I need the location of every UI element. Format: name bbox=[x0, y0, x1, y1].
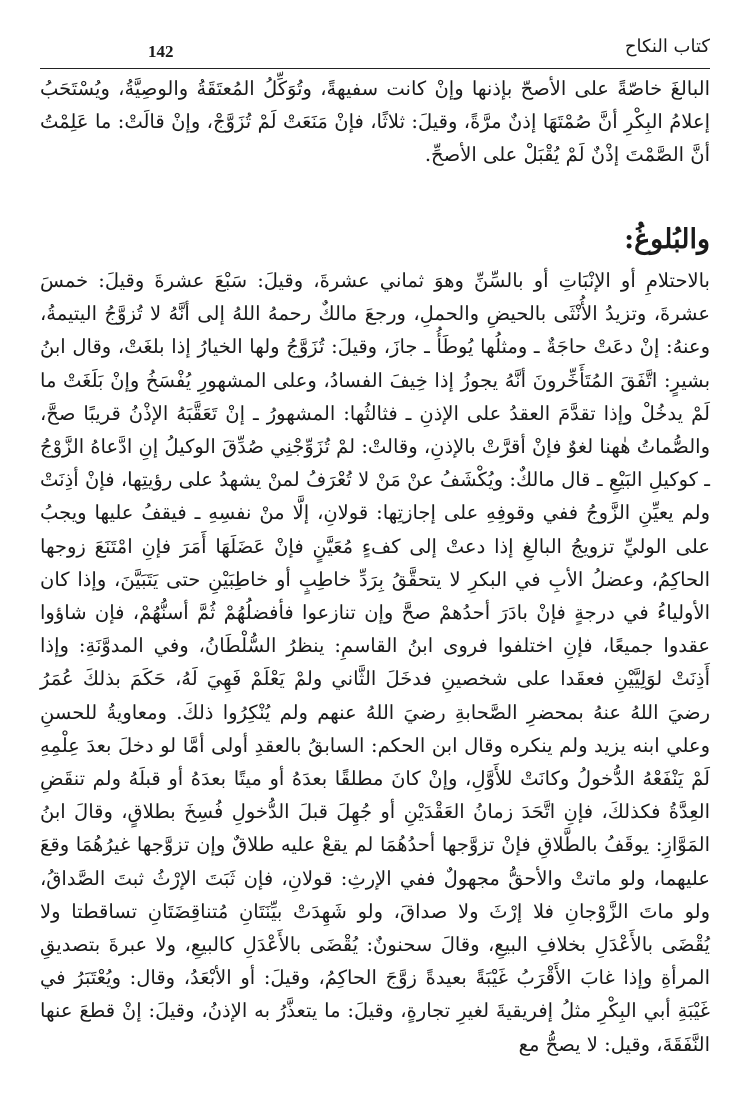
paragraph-1: البالغَ خاصّةً على الأصحّ بإذنها وإنْ كانت سفيهةً، وتُوَكِّلُ المُعتَقَةُ والوصِيَّةُ، ويُسْتَحَبُ إعلامُ البِكْرِ أنَّ صُمْتَهَا إذنٌ مرَّةً، وقيلَ: ثلاثًا، فإنْ مَنَعَتْ لَمْ تُزَوَّجْ، وإنْ قالَتْ: ما عَلِمْتُ أنَّ الصَّمْتَ إذْنٌ لَمْ يُقْبَلْ على الأصحِّ. bbox=[40, 77, 710, 167]
paragraph-2: بالاحتلامِ أو الإنْبَاتِ أو بالسِّنِّ وهوَ ثماني عشرةَ، وقيلَ: سَبْعَ عشرةَ وقيلَ: خمسَ عشرةَ، وتزيدُ الأُنْثَى بالحيضِ والحملِ، ورجعَ مالكٌ رحمهُ اللهُ إلى أنَّهُ لا تُزوَّجُ اليتيمةُ، وعنهُ: إنْ دعَتْ حاجَةٌ ـ ومثلُها يُوطَأُ ـ جازَ، وقيلَ: تُزَوَّجُ ولها الخيارُ إذا بلغَتْ، وقال ابنُ بشيرٍ: اتَّفَقَ المُتَأَخِّرونَ أنَّهُ يجوزُ إذا خِيفَ الفسادُ، وعلى المشهورِ يُفْسَخُ وإنْ بَلَغَتْ ما لَمْ يدخُلْ وإذا تقدَّمَ العقدُ على الإذنِ ـ فثالثُها: المشهورُ ـ إنْ تَعَقَّبَهُ الإذْنُ قريبًا صحَّ، والصُّماتُ هٰهنا لغوٌ فإنْ أقرَّتْ بالإذنِ، وقالتْ: لمْ تُزَوِّجْنِي صُدِّقَ الوكيلُ إنِ ادَّعاهُ الزَّوْجُ ـ كوكيلِ البَيْعِ ـ قال مالكٌ: ويُكْشَفُ عنْ مَنْ لا تُعْرَفُ لمنْ يشهدُ على رؤيتِها، فإنْ أذِنَتْ ولم يعيِّنِ الزَّوجُ ففي وقوفِهِ على إجازتِها: قولانِ، إلَّا منْ نفسِهِ ـ فيقفُ عليها ويجبُ على الوليِّ تزويجُ البالغِ إذا دعتْ إلى كفءٍ مُعَيَّنٍ فإنْ عَضَلَهَا أَمَرَ فإنِ امْتَنَعَ زوجها الحاكِمُ، وعضلُ الأبِ في البكرِ لا يتحقَّقُ بِرَدِّ خاطِبٍ أو خاطِبَيْنِ حتى يَتَبَيَّنَ، وإذا كان الأولياءُ في درجةٍ فإنْ بادَرَ أحدُهمْ صحَّ وإن تنازعوا فأفضلُهُمْ ثُمَّ أسنُّهُمْ، فإن شاؤوا عقدوا جميعًا، فإنِ اختلفوا فروى ابنُ القاسمِ: ينظرُ السُّلْطَانُ، وفي المدوَّنَةِ: وإذا أَذِنَتْ لوَلِيَّيْنِ فعقَدا على شخصينِ فدخَلَ الثَّاني ولمْ يَعْلَمْ فَهِيَ لَهُ، حَكَمَ بذلكَ عُمَرُ رضيَ اللهُ عنهُ بمحضرِ الصَّحابةِ رضيَ اللهُ عنهم ولم يُنْكِرُوا ذلكَ. ومعاويةُ للحسنِ وعلي ابنه يزيد ولم ينكره وقال ابن الحكم: السابقُ بالعقدِ أولى أمَّا لو دخلَ بعدَ عِلْمِهِ لَمْ يَنْفَعْهُ الدُّخولُ وكانَتْ للأَوَّلِ، وإنْ كانَ مطلقًا بعدَهُ أو ميتًا بعدَهُ أو قبلَهُ ولم تنقَضِ العِدَّةُ فكذلكَ، فإنِ اتَّحَدَ زمانُ العَقْدَيْنِ أو جُهِلَ قبلَ الدُّخولِ فُسِخَ بطلاقٍ، وقالَ ابنُ المَوَّازِ: يوقَفُ بالطَّلاقِ فإنْ تزوَّجها أحدُهُمَا لم يقعْ عليه طلاقٌ وإن تزوَّجها غيرُهُمَا وقعَ عليهما، ولو ماتتْ والأحقُّ مجهولٌ ففي الإرثِ: قولانِ، فإن ثَبَتَ الإرْثُ ثبتَ الصَّداقُ، ولو ماتَ الزَّوْجانِ فلا إرْثَ ولا صداقَ، ولو شَهِدَتْ بيِّنَتَانِ مُتناقِضَتَانِ تساقطتا ولا يُقْضَى بالأَعْدَلِ بخلافِ البيعِ، وقالَ سحنونٌ: يُقْضَى بالأَعْدَلِ كالبيعِ، ولا عبرةَ بتصديقِ المرأةِ وإذا غابَ الأَقْرَبُ غَيْبَةً بعيدةً زوَّجَ الحاكِمُ، وقيلَ: أو الأبْعَدُ، وقال: ويُعْتَبَرُ في غَيْبَةِ أبي البِكْرِ مثلُ إفريقيةَ لغيرِ تجارةٍ، وقيلَ: ما يتعذَّرُ به الإذنُ، وقيلَ: إنْ قطعَ عنها النَّفَقَةَ، وقيل: لا يصحُّ مع bbox=[40, 269, 710, 1056]
page-number: 142 bbox=[148, 42, 174, 61]
running-head-title: كتاب النكاح bbox=[624, 36, 710, 57]
page-header bbox=[40, 28, 710, 69]
section-heading: والبُلوغُ: bbox=[624, 224, 710, 255]
